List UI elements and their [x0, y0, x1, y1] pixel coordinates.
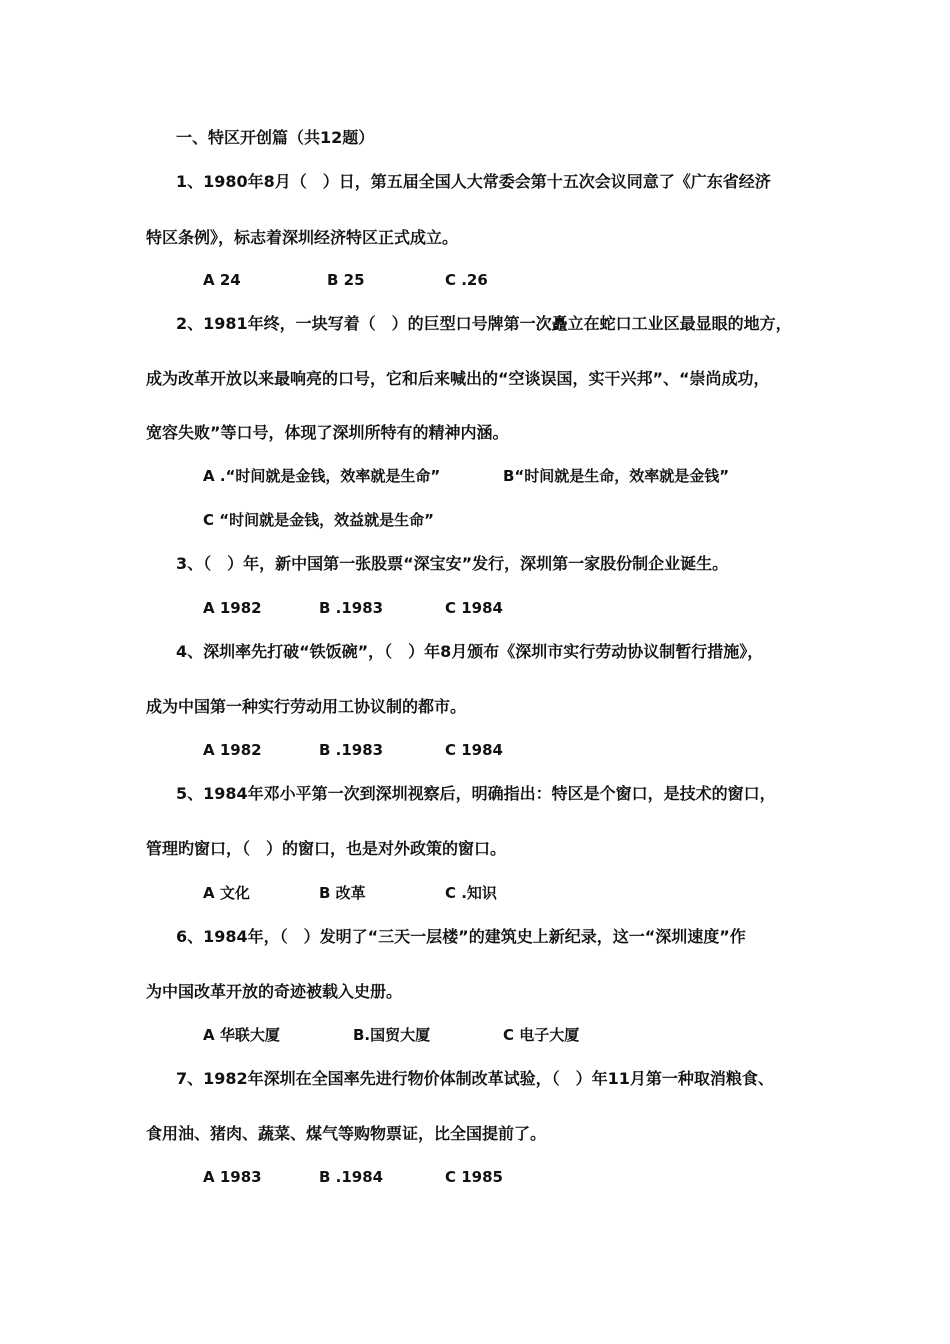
question-6-line-1: 6、1984年，（ ）发明了“三天一层楼”的建筑史上新纪录，这一“深圳速度”作 — [176, 927, 746, 946]
question-1-line-1: 1、1980年8月（ ）日，第五届全国人大常委会第十五次会议同意了《广东省经济 — [176, 172, 771, 191]
question-6-line-2: 为中国改革开放的奇迹被载入史册。 — [146, 982, 403, 1001]
question-2-option-b: B“时间就是生命，效率就是金钱” — [503, 467, 730, 485]
question-5-option-a: A 文化 — [203, 884, 250, 902]
section-title: 一、特区开创篇（共12题） — [176, 128, 375, 147]
question-2-option-c: C “时间就是金钱，效益就是生命” — [203, 511, 434, 529]
question-7-option-c: C 1985 — [445, 1168, 503, 1186]
question-3-option-b: B .1983 — [319, 599, 384, 617]
question-4-option-a: A 1982 — [203, 741, 262, 759]
question-3-line-1: 3、（ ）年，新中国第一张股票“深宝安”发行，深圳第一家股份制企业诞生。 — [176, 554, 729, 573]
question-7-line-2: 食用油、猪肉、蔬菜、煤气等购物票证，比全国提前了。 — [146, 1124, 547, 1143]
question-4-option-c: C 1984 — [445, 741, 503, 759]
question-2-option-a: A .“时间就是金钱，效率就是生命” — [203, 467, 441, 485]
question-2-line-3: 宽容失败”等口号，体现了深圳所特有的精神内涵。 — [146, 423, 509, 442]
question-3-option-c: C 1984 — [445, 599, 503, 617]
question-1-option-b: B 25 — [327, 271, 365, 289]
question-5-line-2: 管理旳窗口，（ ）的窗口，也是对外政策的窗口。 — [146, 839, 507, 858]
question-1-option-c: C .26 — [445, 271, 488, 289]
question-7-line-1: 7、1982年深圳在全国率先进行物价体制改革试验，（ ）年11月第一种取消粮食、 — [176, 1069, 774, 1088]
question-1-line-2: 特区条例》，标志着深圳经济特区正式成立。 — [146, 228, 459, 247]
question-2-line-1: 2、1981年终，一块写着（ ）的巨型口号牌第一次矗立在蛇口工业区最显眼的地方， — [176, 314, 792, 333]
question-2-line-2: 成为改革开放以来最响亮的口号，它和后来喊出的“空谈误国，实干兴邦”、“崇尚成功， — [146, 369, 770, 388]
question-6-option-c: C 电子大厦 — [503, 1026, 580, 1044]
question-5-line-1: 5、1984年邓小平第一次到深圳视察后，明确指出：特区是个窗口，是技术的窗口， — [176, 784, 776, 803]
question-3-option-a: A 1982 — [203, 599, 262, 617]
question-4-line-1: 4、深圳率先打破“铁饭碗”，（ ）年8月颁布《深圳市实行劳动协议制暂行措施》， — [176, 642, 764, 661]
question-5-option-c: C .知识 — [445, 884, 497, 902]
question-4-option-b: B .1983 — [319, 741, 384, 759]
question-7-option-b: B .1984 — [319, 1168, 384, 1186]
question-6-option-a: A 华联大厦 — [203, 1026, 280, 1044]
question-5-option-b: B 改革 — [319, 884, 366, 902]
question-1-option-a: A 24 — [203, 271, 241, 289]
question-6-option-b: B.国贸大厦 — [353, 1026, 431, 1044]
question-7-option-a: A 1983 — [203, 1168, 262, 1186]
question-4-line-2: 成为中国第一种实行劳动用工协议制的都市。 — [146, 697, 467, 716]
